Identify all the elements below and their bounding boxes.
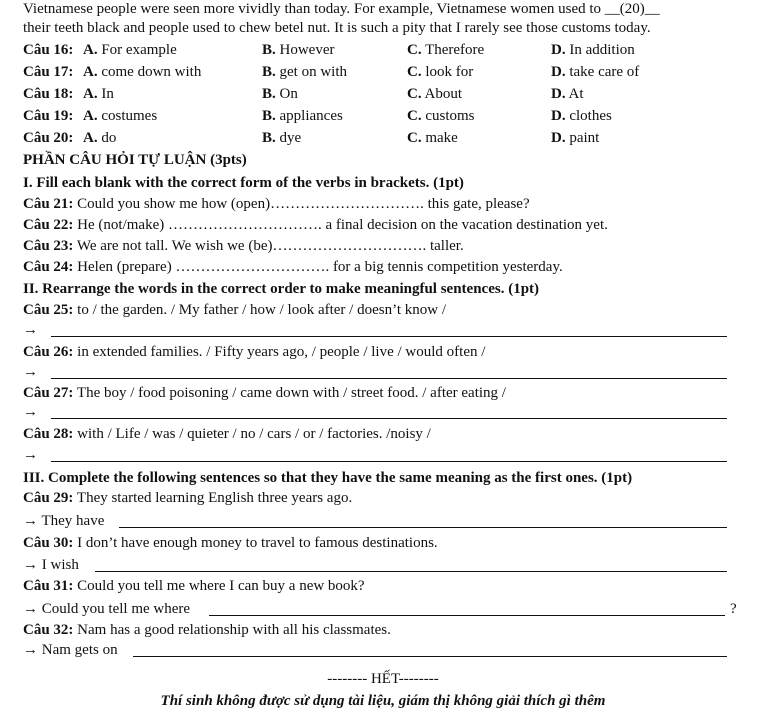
question-label: Câu 26: [23, 344, 74, 360]
option-d: D. take care of [551, 64, 640, 80]
option-d: D. clothes [551, 108, 612, 124]
answer-prompt-32: → Nam gets on [23, 642, 118, 658]
option-b: B. dye [262, 130, 302, 146]
option-a: A. do [83, 130, 117, 146]
section-title: PHẦN CÂU HỎI TỰ LUẬN (3pts) [23, 152, 247, 168]
question-label: Câu 22: [23, 217, 74, 233]
question-text: They started learning English three years ago. [73, 490, 353, 506]
question-text: in extended families. / Fifty years ago, / people / live / would often / [73, 344, 486, 360]
question-26 [23, 343, 485, 361]
question-text: Nam has a good relationship with all his classmates. [73, 622, 391, 638]
question-30 [23, 534, 438, 552]
question-label: Câu 19: [23, 108, 74, 124]
option-c: C. Therefore [407, 42, 485, 58]
question-label: Câu 20: [23, 130, 74, 146]
question-text: to / the garden. / My father / how / look after / doesn’t know / [73, 302, 446, 318]
answer-line-25[interactable] [51, 336, 727, 337]
arrow-icon: → [23, 322, 38, 338]
answer-prompt-31: → Could you tell me where [23, 601, 191, 617]
question-label: Câu 23: [23, 238, 74, 254]
option-c: C. About [407, 86, 463, 102]
answer-line-31[interactable] [209, 615, 725, 616]
question-label: Câu 31: [23, 578, 74, 594]
part1-heading: I. Fill each blank with the correct form of the verbs in brackets. (1pt) [23, 175, 464, 191]
question-label: Câu 32: [23, 622, 74, 638]
option-b: B. On [262, 86, 298, 102]
arrow-icon: → [23, 364, 38, 380]
question-27 [23, 384, 506, 402]
option-b: B. get on with [262, 64, 348, 80]
question-label: Câu 27: [23, 385, 74, 401]
answer-line-30[interactable] [95, 571, 727, 572]
question-label: Câu 24: [23, 259, 74, 275]
part2-heading: II. Rearrange the words in the correct order to make meaningful sentences. (1pt) [23, 281, 540, 297]
option-d: D. In addition [551, 42, 635, 58]
question-label: Câu 29: [23, 490, 74, 506]
question-mark: ? [730, 601, 737, 617]
question-22 [23, 216, 608, 234]
question-28 [23, 425, 431, 443]
question-29 [23, 489, 352, 507]
question-text: The boy / food poisoning / came down with / street food. / after eating / [73, 385, 506, 401]
arrow-icon: → [23, 404, 38, 420]
option-d: D. paint [551, 130, 600, 146]
option-a: A. come down with [83, 64, 202, 80]
question-label: Câu 28: [23, 426, 74, 442]
question-label: Câu 21: [23, 196, 74, 212]
question-32 [23, 621, 391, 639]
answer-line-26[interactable] [51, 378, 727, 379]
footer-note: Thí sinh không được sử dụng tài liệu, giám thị không giải thích gì thêm [160, 693, 606, 709]
option-a: A. In [83, 86, 114, 102]
question-24 [23, 258, 563, 276]
question-text: We are not tall. We wish we (be)…………………………. taller. [73, 238, 464, 254]
option-a: A. For example [83, 42, 177, 58]
option-c: C. make [407, 130, 458, 146]
question-25 [23, 301, 446, 319]
question-label: Câu 18: [23, 86, 74, 102]
option-c: C. look for [407, 64, 474, 80]
answer-line-28[interactable] [51, 461, 727, 462]
question-text: He (not/make) …………………………. a final decision on the vacation destination yet. [73, 217, 608, 233]
question-23 [23, 237, 464, 255]
answer-prompt-29: → They have [23, 513, 105, 529]
question-text: Could you show me how (open)…………………………. this gate, please? [73, 196, 530, 212]
question-label: Câu 16: [23, 42, 74, 58]
answer-line-27[interactable] [51, 418, 727, 419]
question-text: Could you tell me where I can buy a new book? [73, 578, 365, 594]
question-text: I don’t have enough money to travel to famous destinations. [73, 535, 438, 551]
question-31 [23, 577, 365, 595]
option-a: A. costumes [83, 108, 158, 124]
option-b: B. appliances [262, 108, 343, 124]
answer-prompt-30: → I wish [23, 557, 79, 573]
question-21 [23, 195, 530, 213]
option-c: C. customs [407, 108, 475, 124]
question-label: Câu 25: [23, 302, 74, 318]
question-label: Câu 17: [23, 64, 74, 80]
question-label: Câu 30: [23, 535, 74, 551]
passage-line-1: Vietnamese people were seen more vividly than today. For example, Vietnamese women used to __(20)__ [23, 1, 660, 17]
end-mark: -------- HẾT-------- [327, 671, 439, 687]
answer-line-32[interactable] [133, 656, 727, 657]
passage-line-2: their teeth black and people used to chew betel nut. It is such a pity that I rarely see those customs today. [23, 20, 651, 36]
option-b: B. However [262, 42, 335, 58]
part3-heading: III. Complete the following sentences so that they have the same meaning as the first ones. (1pt) [23, 470, 633, 486]
arrow-icon: → [23, 447, 38, 463]
answer-line-29[interactable] [119, 527, 727, 528]
question-text: Helen (prepare) …………………………. for a big tennis competition yesterday. [73, 259, 563, 275]
question-text: with / Life / was / quieter / no / cars / or / factories. /noisy / [73, 426, 431, 442]
option-d: D. At [551, 86, 584, 102]
